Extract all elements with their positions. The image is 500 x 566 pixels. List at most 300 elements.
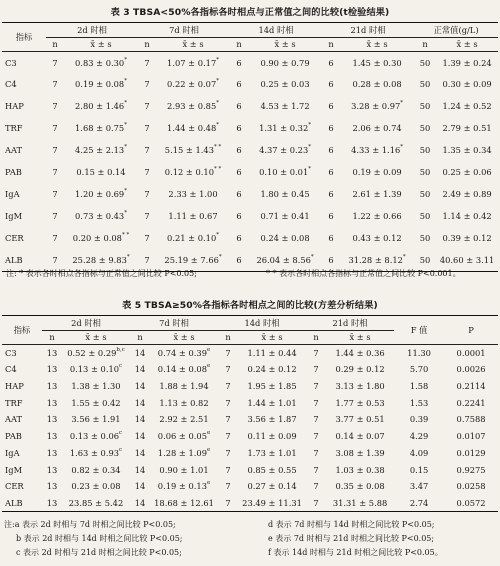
mean-sd-value: 1.44 ± 1.01 — [247, 397, 297, 408]
n-cell: 50 — [419, 123, 431, 134]
n-cell: 6 — [236, 189, 242, 200]
mean-sd-cell — [150, 345, 218, 362]
n-cell: 14 — [134, 414, 146, 425]
mean-sd-cell — [436, 162, 498, 184]
mean-sd-cell — [340, 74, 414, 96]
p-value-cell: 0.2114 — [456, 381, 486, 392]
n-cell: 7 — [52, 233, 58, 244]
mean-sd-value: 1.63 ± 0.93 — [69, 447, 120, 458]
n-cell: 7 — [225, 381, 231, 392]
mean-sd-cell — [326, 395, 394, 412]
table3-subheader-n: n — [52, 39, 58, 50]
n-cell: 6 — [236, 123, 242, 134]
mean-sd-cell — [64, 140, 138, 162]
mean-sd-cell — [64, 74, 138, 96]
mean-sd-value: 0.27 ± 0.14 — [247, 481, 297, 492]
n-cell: 7 — [225, 414, 231, 425]
mean-sd-value: 0.24 ± 0.12 — [247, 364, 297, 375]
mean-sd-cell — [248, 52, 322, 74]
mean-sd-cell — [436, 96, 498, 118]
significance-mark: b,c — [116, 346, 125, 353]
mean-sd-value: 3.56 ± 1.87 — [247, 414, 297, 425]
significance-mark: e — [206, 346, 211, 353]
n-cell: 6 — [328, 167, 334, 178]
mean-sd-value: 0.22 ± 0.07 — [167, 79, 217, 90]
mean-sd-value: 3.13 ± 1.80 — [335, 381, 385, 392]
mean-sd-cell — [62, 378, 130, 395]
p-value-cell: 0.0107 — [456, 431, 486, 442]
f-value-cell: 0.39 — [409, 414, 429, 425]
n-cell: 6 — [328, 255, 334, 266]
n-cell: 7 — [225, 464, 231, 475]
mean-sd-value: 0.73 ± 0.43 — [75, 211, 125, 222]
n-cell: 13 — [46, 397, 58, 408]
table3-subheader-mean-sd: x̄ ± s — [182, 39, 204, 50]
significance-mark: * — [216, 78, 219, 85]
mean-sd-value: 0.19 ± 0.13 — [157, 481, 207, 492]
n-cell: 7 — [52, 255, 58, 266]
indicator-cell: C4 — [5, 79, 17, 90]
mean-sd-value: 0.14 ± 0.07 — [335, 431, 385, 442]
mean-sd-value: 0.10 ± 0.01 — [259, 167, 309, 178]
mean-sd-cell — [238, 478, 306, 495]
indicator-cell: TRF — [5, 397, 23, 408]
n-cell: 13 — [46, 497, 58, 508]
mean-sd-cell — [340, 96, 414, 118]
mean-sd-cell — [62, 495, 130, 512]
mean-sd-cell — [156, 228, 230, 250]
mean-sd-value: 1.24 ± 0.52 — [442, 101, 492, 112]
n-cell: 6 — [328, 211, 334, 222]
mean-sd-value: 1.55 ± 0.42 — [71, 397, 121, 408]
n-cell: 7 — [144, 211, 150, 222]
table3-header-group: 2d 时相 — [46, 23, 138, 38]
mean-sd-value: 0.13 ± 0.10 — [69, 364, 120, 375]
table3-subheader-mean-sd: x̄ ± s — [366, 39, 388, 50]
table5-header-p: P — [468, 324, 474, 335]
significance-mark: * — [124, 188, 127, 195]
n-cell: 6 — [236, 145, 242, 156]
n-cell: 13 — [46, 364, 58, 375]
mean-sd-value: 0.28 ± 0.08 — [352, 79, 402, 90]
mean-sd-cell — [326, 345, 394, 362]
mean-sd-cell — [150, 461, 218, 478]
mean-sd-cell — [248, 140, 322, 162]
significance-mark: * — [308, 166, 311, 173]
f-value-cell: 1.53 — [409, 397, 429, 408]
table-row — [2, 74, 498, 96]
mean-sd-value: 1.38 ± 1.30 — [71, 381, 121, 392]
n-cell: 7 — [144, 255, 150, 266]
table-row — [2, 495, 498, 512]
mean-sd-cell — [238, 445, 306, 462]
mean-sd-cell — [64, 184, 138, 206]
n-cell: 7 — [225, 347, 231, 358]
mean-sd-value: 0.19 ± 0.09 — [352, 167, 402, 178]
mean-sd-cell — [64, 118, 138, 140]
significance-mark: c — [119, 430, 123, 437]
table3-caption: 表 3 TBSA<50%各指标各时相点与正常值之间的比较(t检验结果) — [110, 7, 390, 18]
n-cell: 13 — [46, 431, 58, 442]
mean-sd-cell — [150, 428, 218, 445]
mean-sd-value: 1.39 ± 0.24 — [442, 57, 492, 68]
n-cell: 7 — [52, 123, 58, 134]
mean-sd-cell — [326, 445, 394, 462]
mean-sd-value: 0.82 ± 0.34 — [71, 464, 121, 475]
n-cell: 7 — [225, 431, 231, 442]
n-cell: 7 — [144, 167, 150, 178]
mean-sd-value: 4.53 ± 1.72 — [260, 101, 310, 112]
mean-sd-value: 2.49 ± 0.89 — [442, 189, 492, 200]
table3-note-left: 注: * 表示各时相点各指标与正常值之间比较 P<0.05; — [6, 269, 197, 278]
mean-sd-value: 1.28 ± 1.09 — [157, 447, 207, 458]
mean-sd-value: 4.33 ± 1.16 — [351, 145, 401, 156]
mean-sd-value: 0.83 ± 0.30 — [75, 57, 125, 68]
table-row — [2, 345, 498, 362]
table5-subheader-mean-sd: x̄ ± s — [85, 332, 107, 343]
n-cell: 6 — [236, 57, 242, 68]
mean-sd-value: 0.21 ± 0.10 — [167, 233, 217, 244]
mean-sd-cell — [248, 74, 322, 96]
mean-sd-value: 18.68 ± 12.61 — [154, 497, 214, 508]
p-value-cell: 0.0258 — [456, 481, 486, 492]
n-cell: 50 — [419, 255, 431, 266]
table3-subheader-n: n — [236, 39, 242, 50]
mean-sd-cell — [64, 52, 138, 74]
n-cell: 6 — [328, 145, 334, 156]
mean-sd-value: 0.19 ± 0.08 — [75, 79, 125, 90]
table5-header-group: 21d 时相 — [306, 316, 394, 331]
indicator-cell: IgA — [5, 447, 20, 458]
n-cell: 50 — [419, 233, 431, 244]
mean-sd-value: 1.77 ± 0.53 — [335, 397, 385, 408]
table3-header-indicator: 指标 — [15, 31, 33, 42]
mean-sd-value: 0.52 ± 0.29 — [67, 347, 117, 358]
f-value-cell: 5.70 — [409, 364, 429, 375]
mean-sd-cell — [248, 184, 322, 206]
mean-sd-cell — [156, 118, 230, 140]
table5-header-indicator: 指标 — [13, 324, 31, 335]
n-cell: 7 — [52, 79, 58, 90]
n-cell: 6 — [236, 233, 242, 244]
table-row — [2, 162, 498, 184]
n-cell: 7 — [144, 101, 150, 112]
mean-sd-cell — [340, 52, 414, 74]
table-row — [2, 378, 498, 395]
mean-sd-value: 0.11 ± 0.09 — [247, 431, 297, 442]
p-value-cell: 0.0026 — [456, 364, 486, 375]
mean-sd-value: 3.28 ± 0.97 — [351, 101, 401, 112]
mean-sd-value: 1.11 ± 0.67 — [168, 211, 218, 222]
significance-mark: * — [400, 100, 404, 107]
significance-mark: * — [218, 254, 222, 261]
mean-sd-value: 1.03 ± 0.38 — [335, 464, 385, 475]
n-cell: 13 — [46, 481, 58, 492]
table5-note-left: c 表示 2d 时相与 21d 时相之间比较 P<0.05; — [16, 548, 182, 557]
mean-sd-value: 23.85 ± 5.42 — [68, 497, 124, 508]
mean-sd-value: 2.79 ± 0.51 — [442, 123, 492, 134]
mean-sd-cell — [156, 140, 230, 162]
indicator-cell: IgM — [5, 464, 23, 475]
n-cell: 14 — [134, 497, 146, 508]
mean-sd-value: 25.19 ± 7.66 — [164, 255, 219, 266]
n-cell: 7 — [144, 79, 150, 90]
n-cell: 7 — [225, 481, 231, 492]
mean-sd-cell — [156, 184, 230, 206]
significance-mark: * * — [121, 232, 130, 239]
table3-header-group: 7d 时相 — [138, 23, 230, 38]
mean-sd-value: 2.92 ± 2.51 — [159, 414, 209, 425]
table3-subheader-n: n — [422, 39, 428, 50]
mean-sd-value: 0.71 ± 0.41 — [260, 211, 310, 222]
table3-header-group: 21d 时相 — [322, 23, 414, 38]
table3-header-group: 14d 时相 — [230, 23, 322, 38]
mean-sd-cell — [340, 228, 414, 250]
significance-mark: * — [400, 144, 404, 151]
table-row — [2, 184, 498, 206]
mean-sd-value: 2.61 ± 1.39 — [352, 189, 402, 200]
mean-sd-cell — [156, 162, 230, 184]
n-cell: 14 — [134, 381, 146, 392]
table-row — [2, 411, 498, 428]
table3-subheader-mean-sd: x̄ ± s — [456, 39, 478, 50]
mean-sd-value: 1.13 ± 0.82 — [159, 397, 209, 408]
mean-sd-cell — [150, 478, 218, 495]
table-row — [2, 118, 498, 140]
mean-sd-value: 0.25 ± 0.06 — [442, 167, 492, 178]
mean-sd-value: 0.15 ± 0.14 — [76, 167, 126, 178]
mean-sd-cell — [62, 478, 130, 495]
mean-sd-value: 26.04 ± 8.56 — [256, 255, 311, 266]
mean-sd-cell — [238, 428, 306, 445]
mean-sd-cell — [156, 74, 230, 96]
table5-note-left: 注:a 表示 2d 时相与 7d 时相之间比较 P<0.05; — [4, 520, 176, 529]
n-cell: 7 — [313, 364, 319, 375]
n-cell: 7 — [313, 397, 319, 408]
indicator-cell: HAP — [5, 381, 24, 392]
mean-sd-cell — [64, 228, 138, 250]
n-cell: 7 — [313, 481, 319, 492]
significance-mark: * — [216, 232, 219, 239]
mean-sd-cell — [150, 395, 218, 412]
mean-sd-value: 1.68 ± 0.75 — [75, 123, 125, 134]
mean-sd-cell — [62, 461, 130, 478]
table5 — [2, 315, 498, 512]
table-row — [2, 461, 498, 478]
n-cell: 7 — [225, 447, 231, 458]
table5-note-left: b 表示 2d 时相与 14d 时相之间比较 P<0.05; — [16, 534, 183, 543]
table5-subheader-n: n — [225, 332, 231, 343]
p-value-cell: 0.0129 — [456, 447, 486, 458]
n-cell: 13 — [46, 447, 58, 458]
n-cell: 50 — [419, 211, 431, 222]
mean-sd-cell — [156, 206, 230, 228]
significance-mark: * — [308, 144, 311, 151]
n-cell: 50 — [419, 145, 431, 156]
table3-subheader-mean-sd: x̄ ± s — [90, 39, 112, 50]
n-cell: 6 — [328, 57, 334, 68]
mean-sd-value: 0.39 ± 0.12 — [442, 233, 492, 244]
mean-sd-cell — [238, 378, 306, 395]
n-cell: 7 — [313, 347, 319, 358]
n-cell: 50 — [419, 101, 431, 112]
mean-sd-value: 0.90 ± 0.79 — [260, 57, 310, 68]
mean-sd-cell — [248, 96, 322, 118]
table-row — [2, 206, 498, 228]
table5-note-right: d 表示 7d 时相与 14d 时相之间比较 P<0.05; — [268, 520, 435, 529]
indicator-cell: CER — [5, 233, 24, 244]
table3-subheader-n: n — [328, 39, 334, 50]
n-cell: 13 — [46, 414, 58, 425]
n-cell: 7 — [52, 189, 58, 200]
mean-sd-cell — [326, 495, 394, 512]
n-cell: 13 — [46, 464, 58, 475]
significance-mark: * — [124, 122, 127, 129]
table5-header-f: F 值 — [410, 324, 428, 335]
mean-sd-cell — [326, 361, 394, 378]
mean-sd-value: 1.22 ± 0.66 — [352, 211, 402, 222]
n-cell: 6 — [328, 79, 334, 90]
table5-subheader-n: n — [313, 332, 319, 343]
table5-subheader-n: n — [49, 332, 55, 343]
table-row — [2, 96, 498, 118]
significance-mark: c — [119, 363, 123, 370]
n-cell: 13 — [46, 347, 58, 358]
n-cell: 7 — [144, 189, 150, 200]
indicator-cell: IgM — [5, 211, 23, 222]
n-cell: 7 — [225, 497, 231, 508]
p-value-cell: 0.0572 — [456, 497, 486, 508]
mean-sd-value: 0.43 ± 0.12 — [352, 233, 402, 244]
mean-sd-value: 0.14 ± 0.08 — [157, 364, 207, 375]
indicator-cell: AAT — [5, 414, 23, 425]
f-value-cell: 1.58 — [409, 381, 429, 392]
n-cell: 14 — [134, 364, 146, 375]
f-value-cell: 3.47 — [409, 481, 429, 492]
significance-mark: e — [206, 446, 211, 453]
n-cell: 14 — [134, 347, 146, 358]
indicator-cell: PAB — [5, 167, 22, 178]
indicator-cell: IgA — [5, 189, 20, 200]
mean-sd-value: 31.31 ± 5.88 — [332, 497, 388, 508]
mean-sd-value: 1.07 ± 0.17 — [167, 57, 217, 68]
n-cell: 50 — [419, 79, 431, 90]
significance-mark: * — [308, 122, 311, 129]
mean-sd-value: 0.25 ± 0.03 — [260, 79, 310, 90]
mean-sd-value: 0.20 ± 0.08 — [72, 233, 122, 244]
significance-mark: * — [124, 144, 127, 151]
n-cell: 7 — [144, 145, 150, 156]
f-value-cell: 2.74 — [409, 497, 429, 508]
mean-sd-cell — [326, 378, 394, 395]
mean-sd-cell — [238, 461, 306, 478]
n-cell: 6 — [236, 255, 242, 266]
mean-sd-cell — [150, 361, 218, 378]
mean-sd-cell — [340, 184, 414, 206]
mean-sd-cell — [64, 96, 138, 118]
n-cell: 13 — [46, 381, 58, 392]
mean-sd-value: 1.88 ± 1.94 — [159, 381, 209, 392]
n-cell: 14 — [134, 481, 146, 492]
n-cell: 7 — [313, 447, 319, 458]
table5-subheader-n: n — [137, 332, 143, 343]
mean-sd-value: 1.80 ± 0.45 — [260, 189, 310, 200]
table3 — [2, 22, 498, 272]
significance-mark: * — [124, 78, 127, 85]
mean-sd-value: 0.74 ± 0.39 — [157, 347, 207, 358]
mean-sd-value: 3.77 ± 0.51 — [335, 414, 385, 425]
mean-sd-cell — [248, 228, 322, 250]
n-cell: 7 — [313, 381, 319, 392]
p-value-cell: 0.9275 — [456, 464, 486, 475]
f-value-cell: 4.09 — [409, 447, 429, 458]
n-cell: 50 — [419, 57, 431, 68]
mean-sd-cell — [436, 118, 498, 140]
mean-sd-value: 1.31 ± 0.32 — [259, 123, 309, 134]
mean-sd-value: 1.11 ± 0.44 — [247, 347, 297, 358]
n-cell: 7 — [52, 167, 58, 178]
table5-caption: 表 5 TBSA≥50%各指标各时相点之间的比较(方差分析结果) — [122, 300, 378, 311]
mean-sd-value: 1.44 ± 0.48 — [167, 123, 217, 134]
significance-mark: * — [124, 56, 127, 63]
table-row — [2, 428, 498, 445]
mean-sd-value: 23.49 ± 11.31 — [242, 497, 302, 508]
mean-sd-cell — [62, 411, 130, 428]
table5-note-right: e 表示 7d 时相与 21d 时相之间比较 P<0.05; — [268, 534, 435, 543]
n-cell: 7 — [313, 464, 319, 475]
significance-mark: * * — [213, 144, 222, 151]
mean-sd-cell — [340, 118, 414, 140]
table-row — [2, 445, 498, 462]
n-cell: 14 — [134, 447, 146, 458]
n-cell: 6 — [236, 101, 242, 112]
mean-sd-value: 1.44 ± 0.36 — [335, 347, 385, 358]
table3-header-group: 正常值(g/L) — [414, 23, 498, 38]
n-cell: 6 — [236, 211, 242, 222]
significance-mark: * — [124, 100, 127, 107]
significance-mark: * — [216, 100, 219, 107]
mean-sd-cell — [238, 345, 306, 362]
significance-mark: * — [216, 122, 219, 129]
mean-sd-cell — [156, 52, 230, 74]
mean-sd-cell — [340, 206, 414, 228]
n-cell: 7 — [144, 123, 150, 134]
mean-sd-value: 1.95 ± 1.85 — [247, 381, 297, 392]
mean-sd-value: 0.30 ± 0.09 — [442, 79, 492, 90]
table5-subheader-mean-sd: x̄ ± s — [261, 332, 283, 343]
indicator-cell: HAP — [5, 101, 24, 112]
indicator-cell: C3 — [5, 57, 17, 68]
mean-sd-value: 1.20 ± 0.69 — [75, 189, 125, 200]
n-cell: 7 — [144, 233, 150, 244]
table-row — [2, 52, 498, 74]
f-value-cell: 4.29 — [409, 431, 429, 442]
n-cell: 7 — [313, 497, 319, 508]
mean-sd-value: 1.35 ± 0.34 — [442, 145, 492, 156]
mean-sd-cell — [238, 395, 306, 412]
significance-mark: e — [206, 430, 211, 437]
mean-sd-value: 2.33 ± 1.00 — [168, 189, 218, 200]
mean-sd-cell — [150, 411, 218, 428]
mean-sd-value: 0.85 ± 0.55 — [247, 464, 297, 475]
mean-sd-value: 40.60 ± 3.11 — [439, 255, 495, 266]
mean-sd-cell — [62, 445, 130, 462]
mean-sd-cell — [340, 140, 414, 162]
mean-sd-value: 0.06 ± 0.05 — [157, 431, 207, 442]
mean-sd-cell — [340, 162, 414, 184]
mean-sd-cell — [326, 478, 394, 495]
n-cell: 6 — [328, 189, 334, 200]
